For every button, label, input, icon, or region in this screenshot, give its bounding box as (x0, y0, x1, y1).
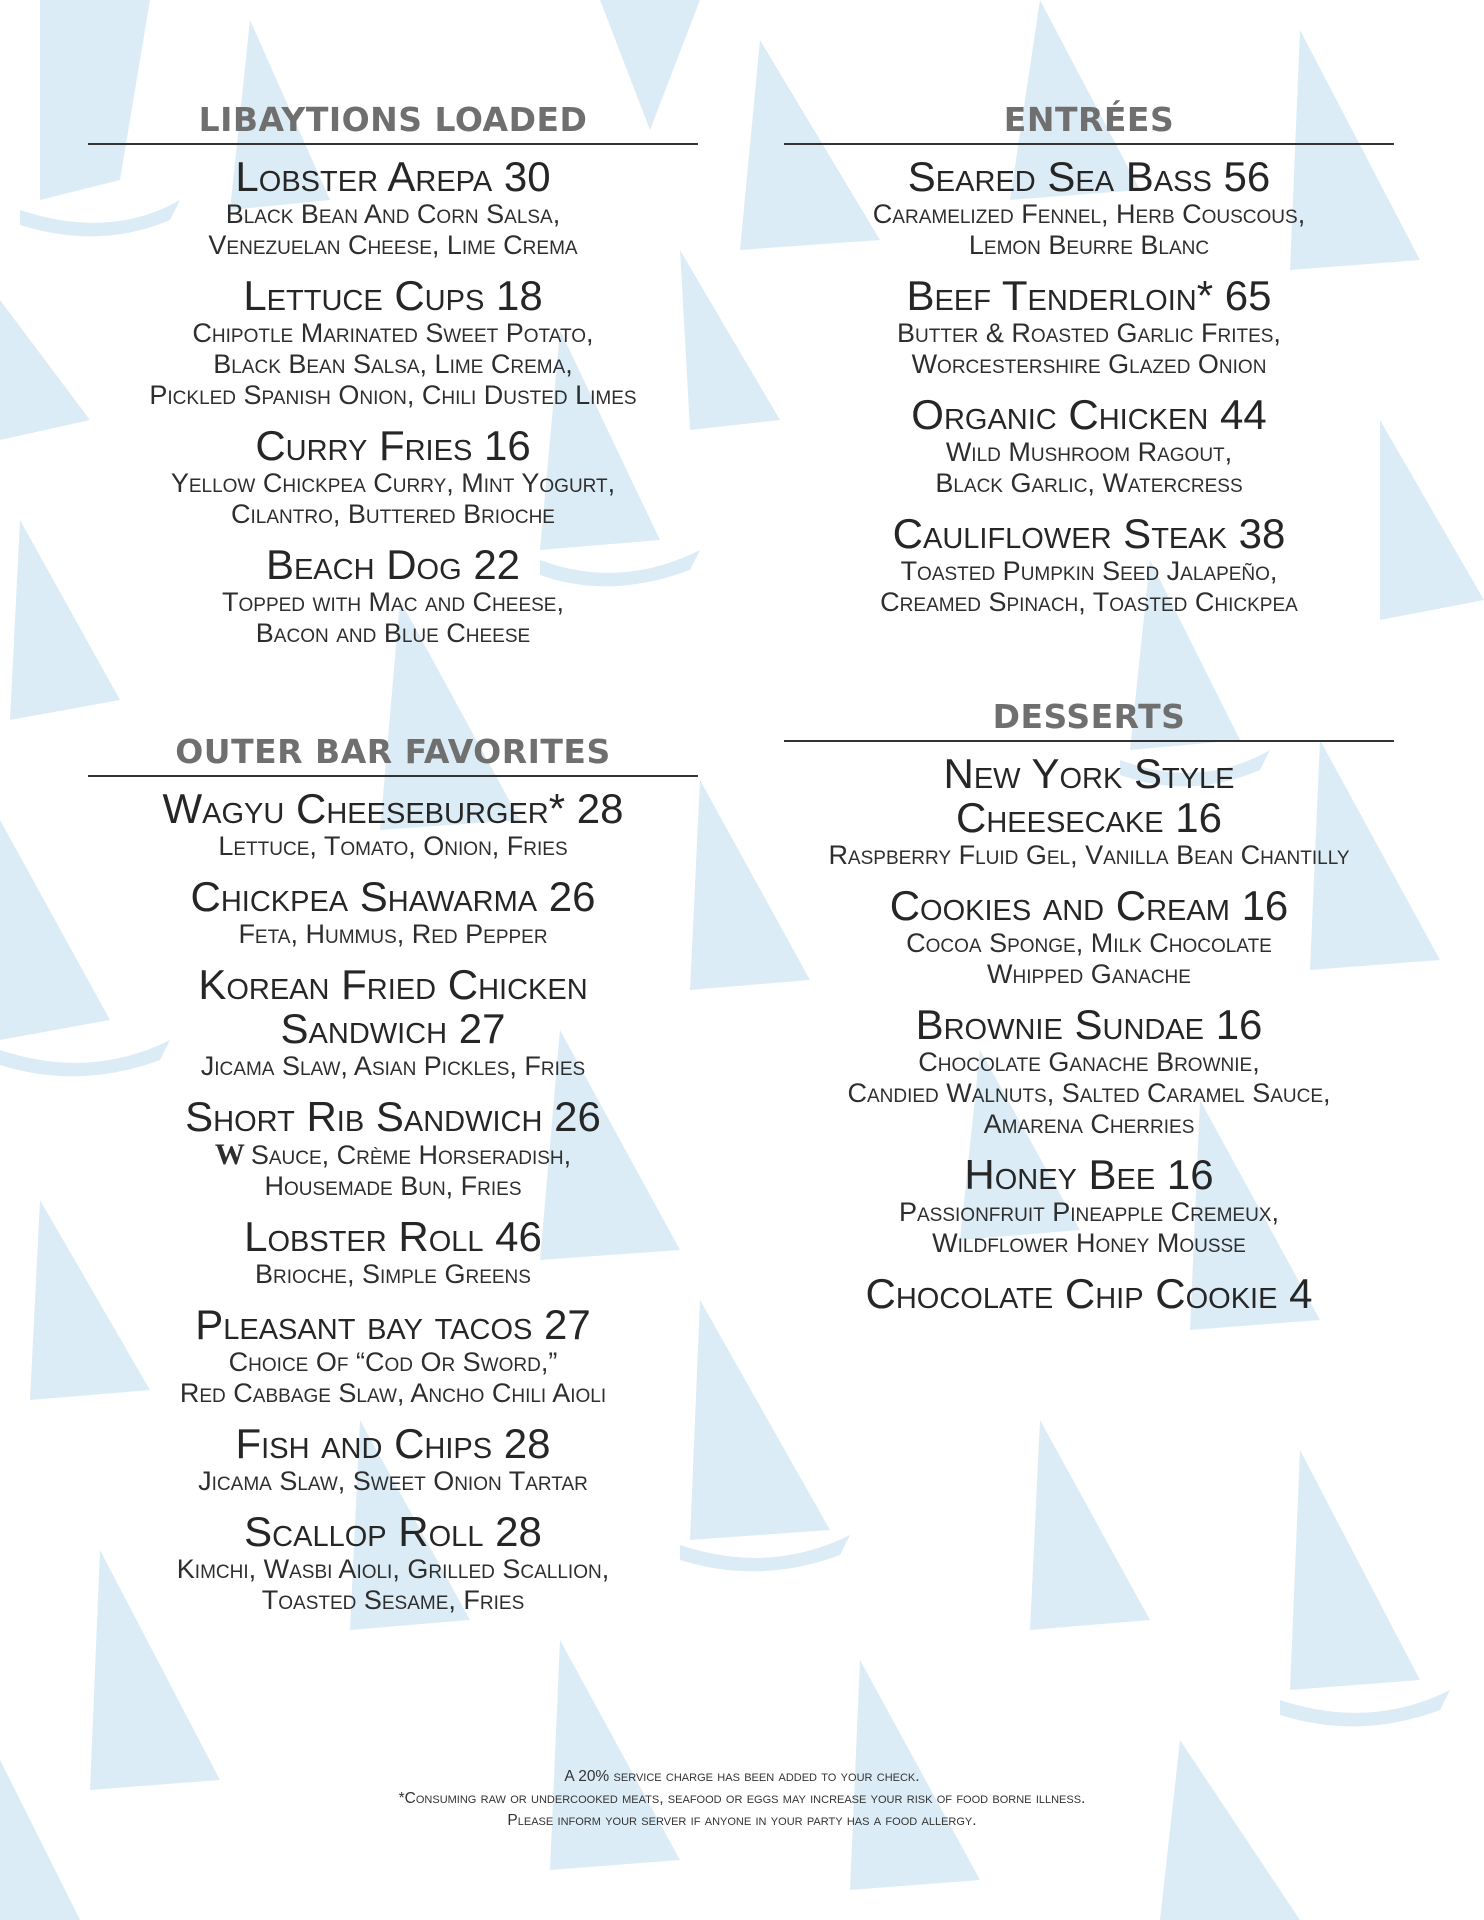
menu-item (784, 752, 1394, 871)
menu-item (88, 963, 698, 1082)
item-description: Black Garlic, Watercress (935, 468, 1243, 498)
item-description: Housemade Bun, Fries (264, 1171, 522, 1201)
menu-item (88, 274, 698, 411)
item-name: Fish and Chips 28 (235, 1420, 551, 1467)
item-description: Chipotle Marinated Sweet Potato, (192, 318, 594, 348)
menu-item (88, 1422, 698, 1497)
item-name: Cookies and Cream 16 (889, 882, 1289, 929)
item-description: Black Bean Salsa, Lime Crema, (213, 349, 573, 379)
item-description: Worcestershire Glazed Onion (911, 349, 1267, 379)
menu-item (784, 512, 1394, 618)
menu-item (88, 875, 698, 950)
item-name: Curry Fries 16 (255, 422, 531, 469)
menu-item (88, 155, 698, 261)
item-name: Seared Sea Bass 56 (907, 153, 1271, 200)
menu-item (88, 543, 698, 649)
item-description: Topped with Mac and Cheese, (222, 587, 564, 617)
item-description: Creamed Spinach, Toasted Chickpea (880, 587, 1298, 617)
menu-item (88, 424, 698, 530)
item-description: Jicama Slaw, Sweet Onion Tartar (198, 1466, 588, 1496)
item-name: Lobster Arepa 30 (235, 153, 551, 200)
menu-item (784, 1153, 1394, 1259)
item-name: Korean Fried Chicken (198, 961, 588, 1008)
item-description: Amarena Cherries (983, 1109, 1195, 1139)
menu-item (784, 274, 1394, 380)
menu-item (88, 787, 698, 862)
item-description: Caramelized Fennel, Herb Couscous, (872, 199, 1306, 229)
item-name: Scallop Roll 28 (244, 1508, 542, 1555)
item-description: Venezuelan Cheese, Lime Crema (208, 230, 578, 260)
item-description-text: Sauce, Crème Horseradish, (250, 1140, 572, 1170)
menu-item (88, 1510, 698, 1616)
item-description: Wildflower Honey Mousse (932, 1228, 1246, 1258)
menu-item (784, 1003, 1394, 1140)
item-description: Butter & Roasted Garlic Frites, (897, 318, 1281, 348)
item-description: Brioche, Simple Greens (255, 1259, 531, 1289)
section-spacer (88, 662, 698, 732)
item-description: Feta, Hummus, Red Pepper (238, 919, 548, 949)
item-description: Yellow Chickpea Curry, Mint Yogurt, (170, 468, 616, 498)
item-name: Beach Dog 22 (265, 541, 521, 588)
item-description: Cocoa Sponge, Milk Chocolate (906, 928, 1272, 958)
menu-item (784, 1272, 1394, 1316)
section-title: ENTRÉES (784, 100, 1394, 145)
section-title: DESSERTS (784, 697, 1394, 742)
item-description: Lettuce, Tomato, Onion, Fries (218, 831, 568, 861)
item-name-line-2: Sandwich 27 (280, 1005, 506, 1052)
item-description: Passionfruit Pineapple Cremeux, (899, 1197, 1279, 1227)
item-description: Jicama Slaw, Asian Pickles, Fries (200, 1051, 586, 1081)
item-description: Whipped Ganache (987, 959, 1191, 989)
item-name: Brownie Sundae 16 (915, 1001, 1263, 1048)
item-name: Lobster Roll 46 (244, 1213, 542, 1260)
footer-line: Please inform your server if anyone in your party has a food allergy. (507, 1812, 977, 1829)
menu-item (784, 393, 1394, 499)
item-description (88, 1139, 698, 1171)
item-description: Candied Walnuts, Salted Caramel Sauce, (847, 1078, 1331, 1108)
item-description: Pickled Spanish Onion, Chili Dusted Limes (149, 380, 637, 410)
menu-item (88, 1095, 698, 1202)
item-name: Pleasant bay tacos 27 (195, 1301, 591, 1348)
item-name: Lettuce Cups 18 (243, 272, 543, 319)
item-name: Honey Bee 16 (964, 1151, 1214, 1198)
item-description: Black Bean And Corn Salsa, (225, 199, 561, 229)
item-description: Bacon and Blue Cheese (255, 618, 531, 648)
section-title: OUTER BAR FAVORITES (88, 732, 698, 777)
item-name: Chickpea Shawarma 26 (190, 873, 596, 920)
footer-notes (0, 1766, 1484, 1832)
item-name: Wagyu Cheeseburger* 28 (162, 785, 624, 832)
item-description: Red Cabbage Slaw, Ancho Chili Aioli (179, 1378, 607, 1408)
item-description: Lemon Beurre Blanc (968, 230, 1210, 260)
item-description: Cilantro, Buttered Brioche (231, 499, 555, 529)
section-title: LIBAYTIONS LOADED (88, 100, 698, 145)
item-description: Kimchi, Wasbi Aioli, Grilled Scallion, (176, 1554, 610, 1584)
item-name: Chocolate Chip Cookie 4 (865, 1270, 1313, 1317)
item-description: Choice Of “Cod Or Sword,” (228, 1347, 558, 1377)
item-description: Chocolate Ganache Brownie, (918, 1047, 1260, 1077)
menu-item (88, 1215, 698, 1290)
section-spacer (784, 631, 1394, 697)
footer-line: A 20% service charge has been added to your check. (564, 1768, 920, 1785)
section-outer-bar-favorites (88, 732, 698, 1616)
section-desserts (784, 697, 1394, 1316)
item-description: Toasted Pumpkin Seed Jalapeño, (900, 556, 1278, 586)
menu-item (784, 155, 1394, 261)
left-column (88, 100, 698, 1629)
item-name: Short Rib Sandwich 26 (185, 1093, 601, 1140)
right-column (784, 100, 1394, 1329)
item-name-line-2: Cheesecake 16 (955, 794, 1222, 841)
item-name: Beef Tenderloin* 65 (906, 272, 1272, 319)
item-name: Organic Chicken 44 (911, 391, 1267, 438)
section-entrees (784, 100, 1394, 618)
menu-item (784, 884, 1394, 990)
item-name: New York Style (943, 750, 1235, 797)
item-name: Cauliflower Steak 38 (892, 510, 1286, 557)
footer-line: *Consuming raw or undercooked meats, seafood or eggs may increase your risk of food borne illness. (398, 1790, 1086, 1807)
w-logo-icon: W (214, 1138, 245, 1171)
item-description: Toasted Sesame, Fries (261, 1585, 525, 1615)
menu-item (88, 1303, 698, 1409)
item-description: Raspberry Fluid Gel, Vanilla Bean Chantilly (828, 840, 1350, 870)
section-libaytions-loaded (88, 100, 698, 649)
item-description: Wild Mushroom Ragout, (945, 437, 1233, 467)
